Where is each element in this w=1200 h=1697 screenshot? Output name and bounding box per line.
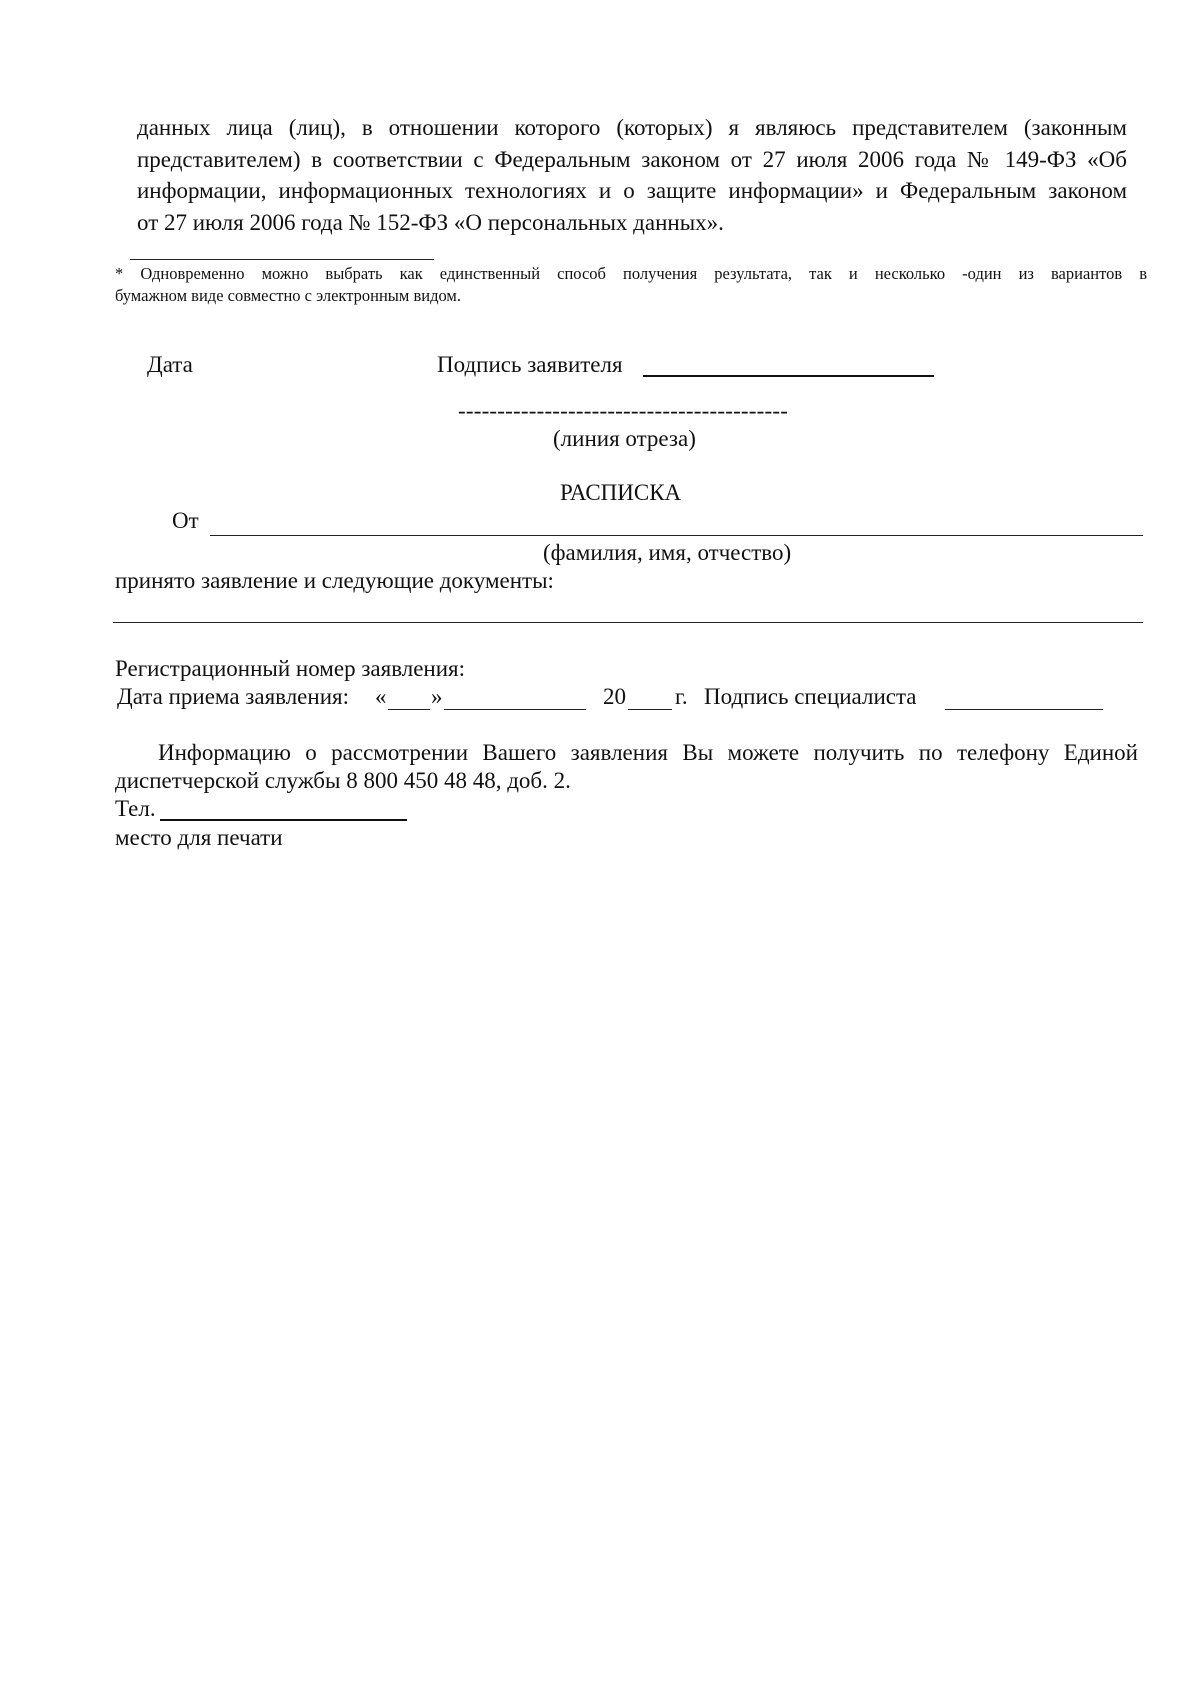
phone-line[interactable] — [160, 819, 407, 821]
name-caption: (фамилия, имя, отчество) — [543, 540, 792, 565]
stamp-place-label: место для печати — [115, 825, 283, 850]
intro-line: от 27 июля 2006 года № 152-ФЗ «О персональных данных». — [137, 209, 724, 235]
applicant-signature-label: Подпись заявителя — [437, 352, 623, 377]
accepted-documents-text: принято заявление и следующие документы: — [115, 568, 554, 593]
footnote-line: бумажном виде совместно с электронным видом. — [115, 286, 461, 305]
phone-label: Тел. — [115, 796, 156, 821]
year-suffix: г. — [675, 684, 688, 709]
info-line: диспетчерской службы 8 800 450 48 48, доб. 2. — [115, 768, 571, 793]
quote-open: « — [375, 684, 387, 709]
cut-line-caption: (линия отреза) — [553, 426, 696, 451]
cut-line-dashes: ------------------------------------------ — [458, 398, 789, 423]
registration-number-label: Регистрационный номер заявления: — [115, 656, 466, 681]
date-received-label: Дата приема заявления: — [117, 684, 349, 709]
from-name-line[interactable] — [210, 535, 1143, 536]
documents-list-line[interactable] — [113, 622, 1143, 623]
month-line[interactable] — [444, 709, 586, 710]
footnote — [115, 263, 1147, 307]
date-label: Дата — [147, 352, 193, 377]
applicant-signature-line[interactable] — [643, 375, 934, 377]
specialist-signature-label: Подпись специалиста — [704, 684, 917, 709]
intro-paragraph — [137, 112, 1127, 238]
intro-line: данных лица (лиц), в отношении которого (которых) я являюсь представителем (законным — [137, 115, 1127, 140]
intro-line: информации, информационных технологиях и о защите информации» и Федеральным законом — [137, 178, 1127, 203]
year-prefix: 20 — [603, 684, 626, 709]
info-line: Информацию о рассмотрении Вашего заявления Вы можете получить по телефону Единой — [158, 740, 1138, 765]
footnote-line: * Одновременно можно выбрать как единственный способ получения результата, так и несколько -один из вариантов в — [115, 264, 1147, 283]
receipt-title: РАСПИСКА — [560, 480, 682, 505]
from-label: От — [172, 508, 199, 533]
quote-close: » — [431, 684, 443, 709]
year-line[interactable] — [628, 709, 672, 710]
intro-line: представителем) в соответствии с Федеральным законом от 27 июля 2006 года № 149-ФЗ «Об — [137, 146, 1127, 172]
footnote-separator — [130, 259, 434, 260]
day-line[interactable] — [388, 709, 430, 710]
specialist-signature-line[interactable] — [945, 709, 1103, 710]
